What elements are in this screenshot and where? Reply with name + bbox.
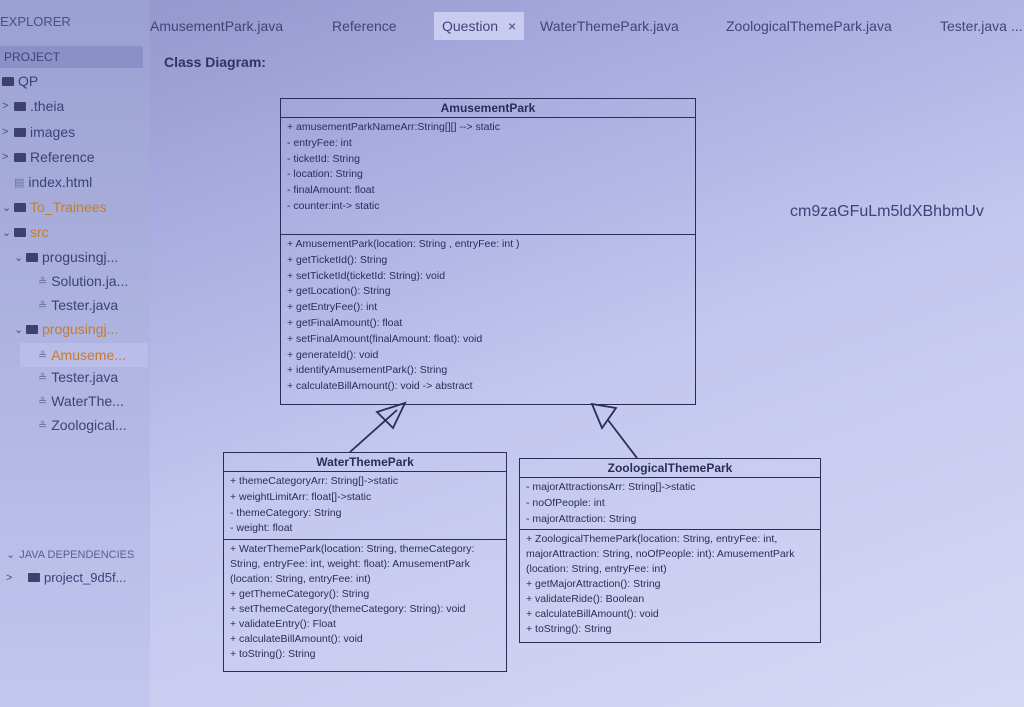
method: + getLocation(): String bbox=[287, 285, 391, 298]
java-file-icon: ≗ bbox=[38, 371, 48, 384]
method: + calculateBillAmount(): void -> abstract bbox=[287, 380, 473, 393]
encoded-text: cm9zaGFuLm5ldXBhbmUv bbox=[790, 203, 984, 220]
tree-item-amusementpark-java[interactable] bbox=[20, 343, 148, 367]
tree-item-label: WaterThe... bbox=[51, 393, 124, 409]
water-inherits-arrow bbox=[350, 403, 405, 452]
library-icon bbox=[28, 573, 40, 582]
folder-icon bbox=[14, 102, 26, 111]
tree-item-images[interactable] bbox=[2, 124, 75, 140]
attribute: - finalAmount: float bbox=[287, 184, 375, 197]
tree-item-label: QP bbox=[18, 73, 39, 89]
tab-question[interactable] bbox=[434, 12, 524, 40]
editor-tab-bar bbox=[150, 14, 1024, 50]
method: + getTicketId(): String bbox=[287, 253, 388, 266]
close-icon[interactable]: × bbox=[507, 18, 517, 34]
folder-icon bbox=[14, 203, 26, 212]
attribute: + weightLimitArr: float[]->static bbox=[230, 490, 372, 503]
tree-item-label: index.html bbox=[28, 174, 93, 190]
method: + calculateBillAmount(): void bbox=[526, 608, 659, 621]
class-name: ZoologicalThemePark bbox=[520, 459, 820, 478]
zoo-inherits-arrow bbox=[592, 404, 637, 458]
tree-item-src[interactable] bbox=[2, 224, 49, 240]
tree-item-label: Tester.java bbox=[51, 297, 119, 313]
tree-item-progusingj-2[interactable] bbox=[14, 321, 118, 337]
explorer-title: EXPLORER bbox=[0, 14, 71, 29]
method: + validateRide(): Boolean bbox=[526, 593, 645, 606]
chevron-down-icon: ⌄ bbox=[2, 201, 12, 214]
chevron-down-icon: ⌄ bbox=[14, 323, 24, 336]
method: + calculateBillAmount(): void bbox=[230, 633, 363, 646]
tab-reference[interactable]: Reference bbox=[332, 18, 397, 34]
tab-tester-java[interactable]: Tester.java ... bbox=[940, 18, 1023, 34]
attribute: - weight: float bbox=[230, 522, 293, 535]
methods-section bbox=[520, 530, 820, 639]
chevron-right-icon: > bbox=[6, 571, 13, 584]
tree-item-project-dependency[interactable] bbox=[6, 570, 126, 585]
method: + getMajorAttraction(): String bbox=[526, 578, 661, 591]
attributes-section bbox=[281, 118, 695, 235]
tree-item-to-trainees[interactable] bbox=[2, 199, 107, 215]
tab-waterthemepark-java[interactable]: WaterThemePark.java bbox=[540, 18, 679, 34]
chevron-down-icon: ⌄ bbox=[14, 251, 24, 264]
method: + WaterThemePark(location: String, themeCategory: String, entryFee: int, weight: float): AmusementPark (location: String, entryFee: int) bbox=[230, 543, 475, 586]
attribute: - entryFee: int bbox=[287, 136, 352, 149]
method: + getEntryFee(): int bbox=[287, 301, 378, 314]
tree-item-label: images bbox=[30, 124, 76, 140]
attribute: - noOfPeople: int bbox=[526, 496, 605, 509]
chevron-right-icon: > bbox=[2, 100, 9, 112]
method: + validateEntry(): Float bbox=[230, 618, 336, 631]
uml-class-waterthemepark bbox=[223, 452, 507, 672]
question-editor bbox=[150, 48, 1024, 707]
tree-item-qp[interactable] bbox=[2, 73, 38, 89]
uml-class-amusementpark bbox=[280, 98, 696, 405]
tree-item-label: .theia bbox=[30, 98, 65, 114]
tree-item-label: Solution.ja... bbox=[51, 273, 129, 289]
java-file-icon: ≗ bbox=[38, 419, 48, 432]
folder-icon bbox=[14, 128, 26, 137]
folder-icon bbox=[14, 153, 26, 162]
tree-item-label: progusingj... bbox=[42, 249, 119, 265]
tree-item-reference[interactable] bbox=[2, 149, 95, 165]
method: + identifyAmusementPark(): String bbox=[287, 364, 448, 377]
method: + generateId(): void bbox=[287, 348, 379, 361]
attribute: + themeCategoryArr: String[]->static bbox=[230, 475, 399, 487]
methods-section bbox=[224, 540, 506, 664]
tree-item-label: Reference bbox=[30, 149, 95, 165]
tree-item-label: Zoological... bbox=[51, 417, 127, 433]
method: + getFinalAmount(): float bbox=[287, 316, 403, 329]
tree-item-progusingj-1[interactable] bbox=[14, 249, 118, 265]
method: + AmusementPark(location: String , entryFee: int ) bbox=[287, 238, 520, 250]
class-name: AmusementPark bbox=[281, 99, 695, 118]
attribute: - themeCategory: String bbox=[230, 506, 342, 519]
tree-item-zoological-java[interactable] bbox=[38, 417, 127, 433]
java-file-icon: ≗ bbox=[38, 349, 48, 362]
folder-icon bbox=[26, 253, 38, 262]
tree-item-waterthemepark-java[interactable] bbox=[38, 393, 124, 409]
java-file-icon: ≗ bbox=[38, 395, 48, 408]
tree-item-label: Amuseme... bbox=[51, 347, 126, 363]
attributes-section bbox=[224, 472, 506, 540]
uml-class-zoologicalthemepark bbox=[519, 458, 821, 643]
class-diagram-heading: Class Diagram: bbox=[164, 54, 266, 70]
tree-item-label: progusingj... bbox=[42, 321, 119, 337]
method: + toString(): String bbox=[230, 648, 316, 661]
tab-amusementpark-java[interactable]: AmusementPark.java bbox=[150, 18, 284, 34]
explorer-sidebar bbox=[0, 0, 150, 707]
tree-item-tester-java-2[interactable] bbox=[38, 369, 118, 385]
method: + setTicketId(ticketId: String): void bbox=[287, 269, 446, 282]
method: + ZoologicalThemePark(location: String, entryFee: int, majorAttraction: String, noOfPeople: int): AmusementPark (location: String, entryFee: int) bbox=[526, 533, 795, 576]
chevron-down-icon: ⌄ bbox=[2, 226, 12, 239]
class-name: WaterThemePark bbox=[224, 453, 506, 472]
method: + setThemeCategory(themeCategory: String): void bbox=[230, 603, 466, 616]
method: + setFinalAmount(finalAmount: float): void bbox=[287, 332, 483, 345]
attribute: - majorAttraction: String bbox=[526, 512, 637, 525]
attribute: + amusementParkNameArr:String[][] --> static bbox=[287, 121, 500, 133]
chevron-right-icon: > bbox=[2, 126, 9, 138]
tree-item-theia[interactable] bbox=[2, 98, 64, 114]
java-dependencies-header[interactable]: ⌄ JAVA DEPENDENCIES bbox=[6, 549, 135, 561]
method: + getThemeCategory(): String bbox=[230, 588, 370, 601]
attribute: - ticketId: String bbox=[287, 152, 360, 165]
tab-zoologicalthemepark-java[interactable]: ZoologicalThemePark.java bbox=[726, 18, 892, 34]
tree-item-label: src bbox=[30, 224, 49, 240]
attribute: - counter:int-> static bbox=[287, 199, 380, 212]
attribute: - location: String bbox=[287, 168, 363, 181]
attribute: - majorAttractionsArr: String[]->static bbox=[526, 481, 696, 493]
tree-item-label: project_9d5f... bbox=[44, 570, 127, 585]
chevron-down-icon: ⌄ bbox=[6, 549, 16, 561]
attributes-section bbox=[520, 478, 820, 530]
folder-icon bbox=[14, 228, 26, 237]
tree-item-index-html[interactable] bbox=[14, 174, 92, 190]
tab-label: Question bbox=[442, 18, 499, 34]
folder-icon bbox=[26, 325, 38, 334]
chevron-right-icon: > bbox=[2, 151, 9, 163]
method: + toString(): String bbox=[526, 623, 612, 636]
project-section-header[interactable]: PROJECT bbox=[0, 46, 143, 68]
tree-item-label: To_Trainees bbox=[30, 199, 107, 215]
folder-icon bbox=[2, 77, 14, 86]
methods-section bbox=[281, 235, 695, 397]
java-file-icon: ≗ bbox=[38, 275, 48, 288]
tree-item-solution-java[interactable] bbox=[38, 273, 128, 289]
tree-item-label: Tester.java bbox=[51, 369, 119, 385]
tree-item-tester-java-1[interactable] bbox=[38, 297, 118, 313]
html-file-icon: ▤ bbox=[14, 176, 25, 189]
java-file-icon: ≗ bbox=[38, 299, 48, 312]
